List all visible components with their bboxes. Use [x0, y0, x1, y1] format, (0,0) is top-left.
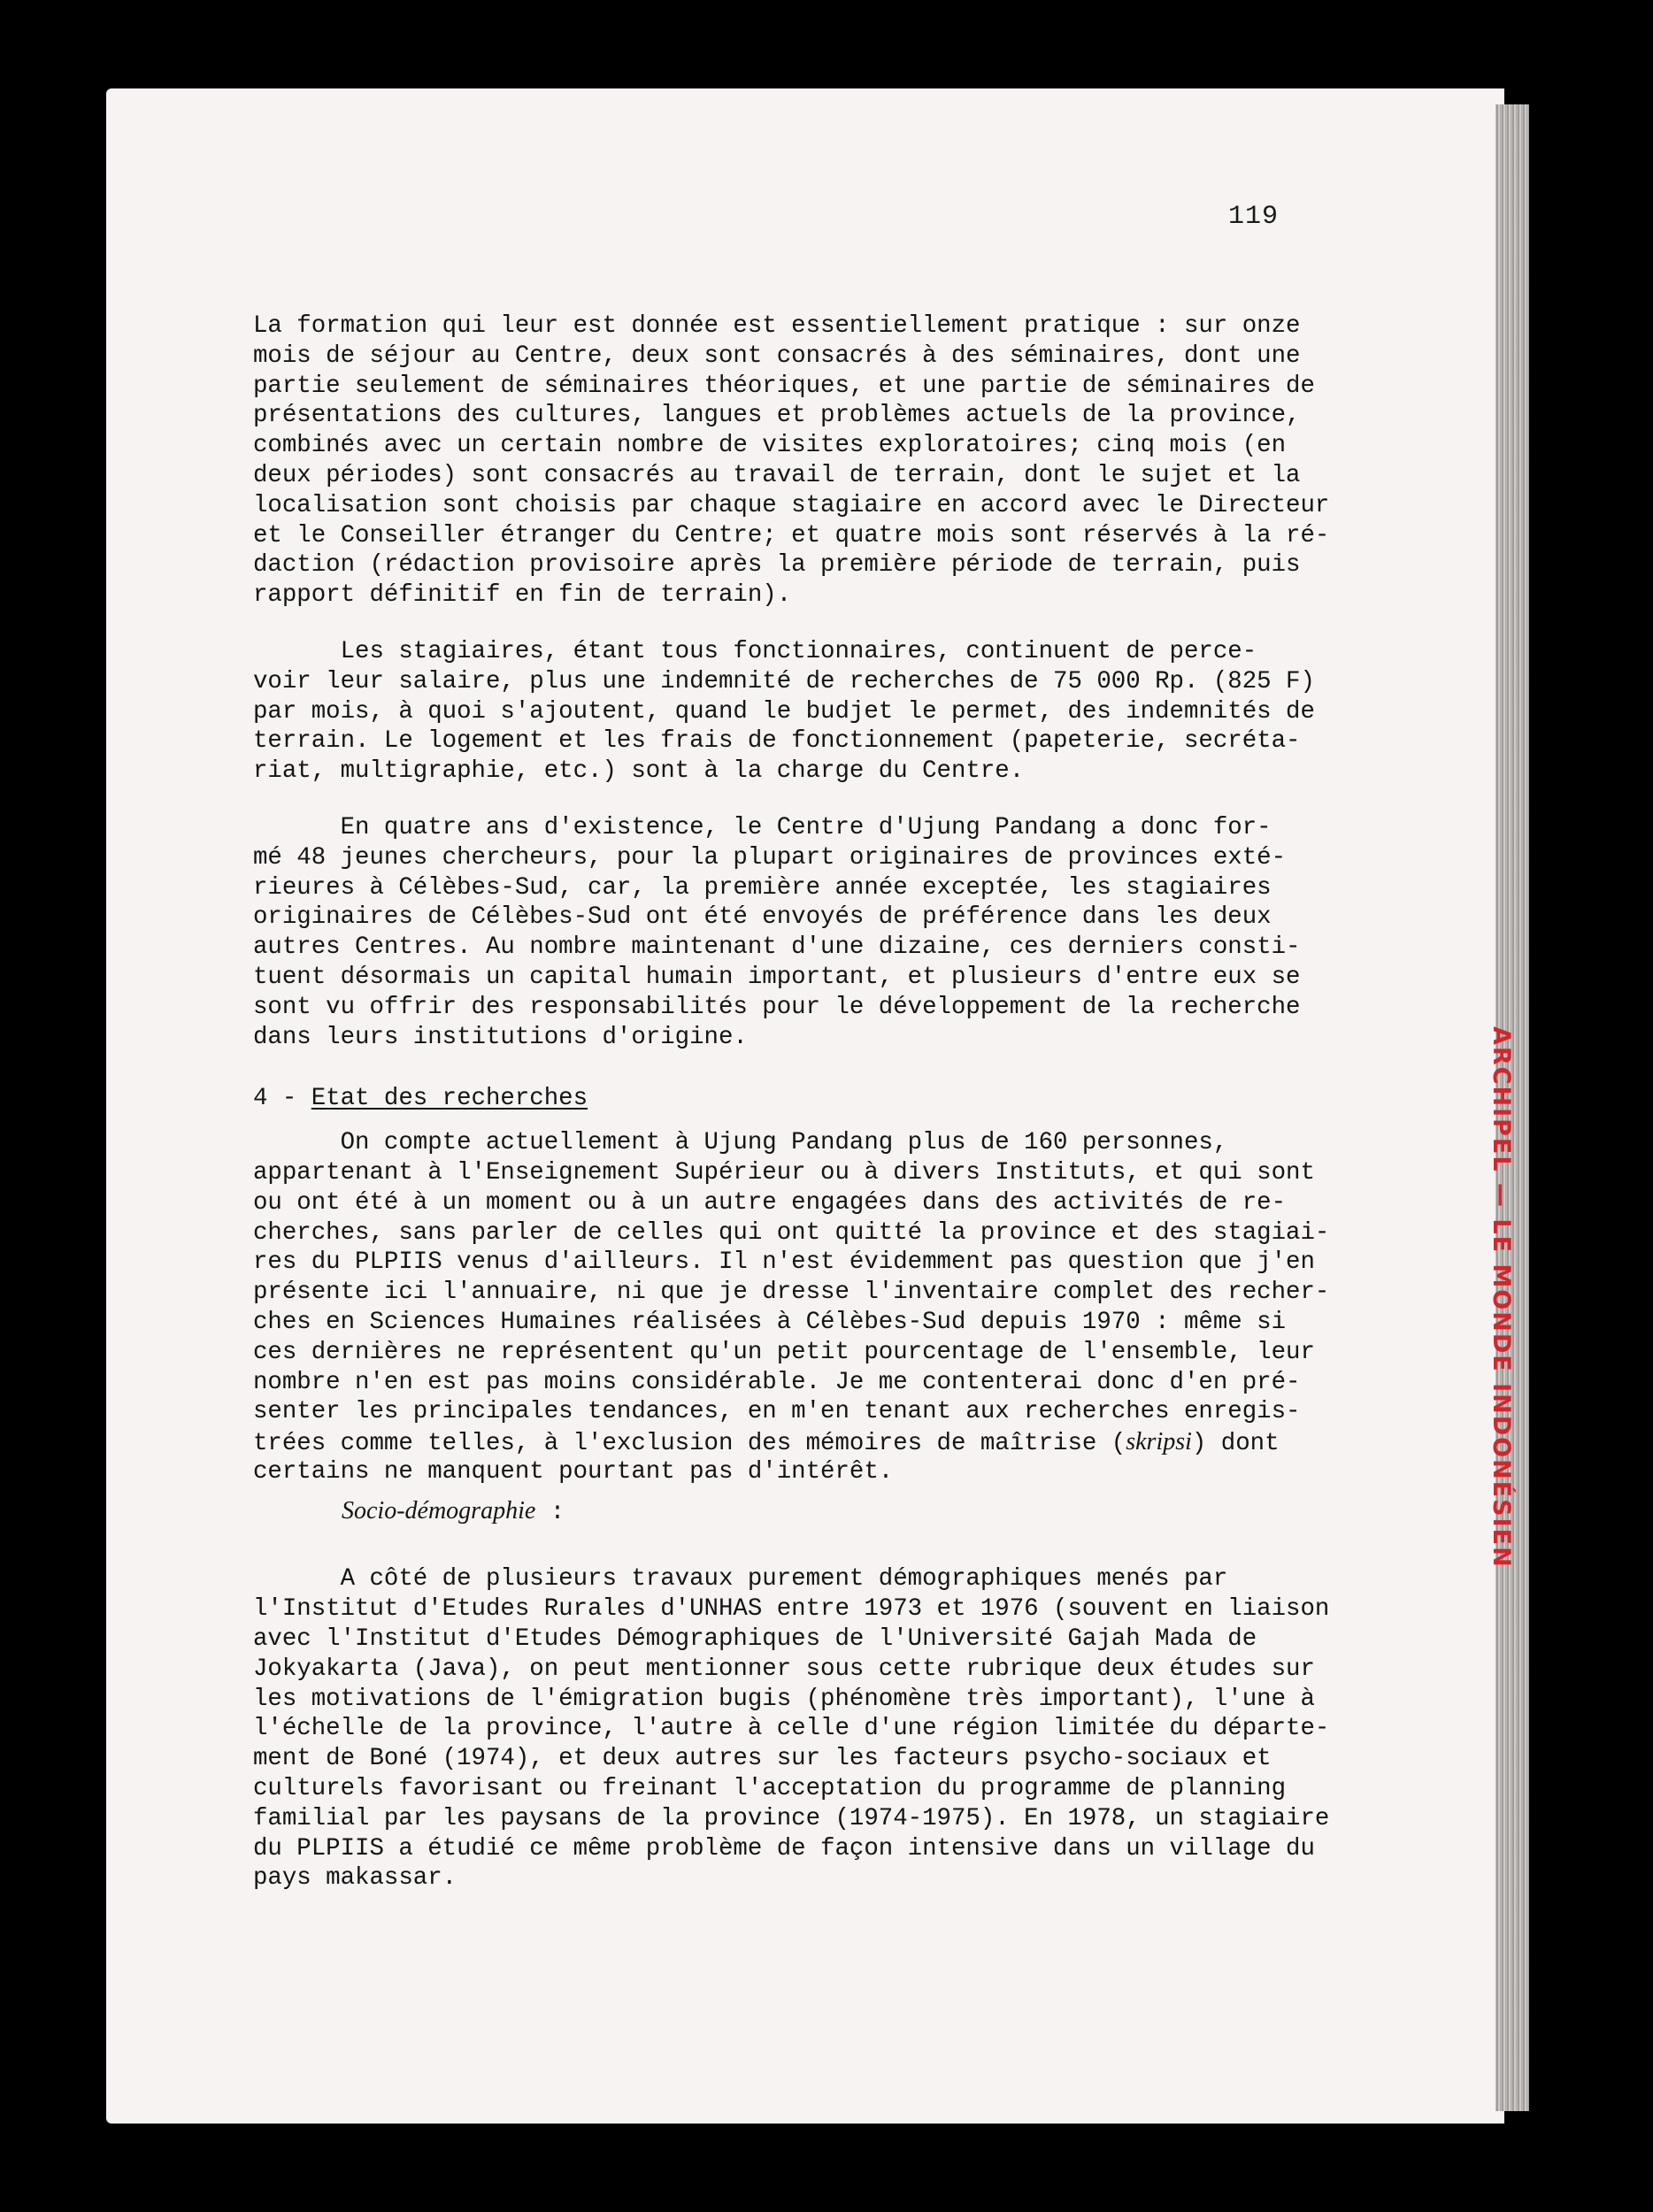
text-line: A côté de plusieurs travaux purement démographiques menés par — [253, 1565, 1228, 1594]
paragraph-gap — [253, 1114, 1386, 1128]
text-line: avec l'Institut d'Etudes Démographiques de l'Université Gajah Mada de — [253, 1625, 1257, 1654]
text-line: partie seulement de séminaires théoriques, et une partie de séminaires de — [253, 372, 1315, 400]
subheading-suffix: : — [535, 1498, 565, 1526]
paragraph-gap — [253, 787, 1386, 813]
text-line: par mois, à quoi s'ajoutent, quand le budjet le permet, des indemnités de — [253, 697, 1315, 726]
paragraph-graduates — [253, 813, 1386, 1052]
text-line: et le Conseiller étranger du Centre; et quatre mois sont réservés à la ré- — [253, 521, 1330, 549]
paragraph-demography — [253, 1564, 1386, 1893]
subheading-label: Socio-démographie — [342, 1496, 536, 1525]
text-line: les motivations de l'émigration bugis (phénomène très important), l'une à — [253, 1685, 1315, 1713]
text-line: tuent désormais un capital humain important, et plusieurs d'entre eux se — [253, 963, 1301, 991]
text-line: senter les principales tendances, en m'en tenant aux recherches enregis- — [253, 1398, 1301, 1426]
text-line: l'Institut d'Etudes Rurales d'UNHAS entre 1973 et 1976 (souvent en liaison — [253, 1595, 1330, 1624]
text-line: La formation qui leur est donnée est essentiellement pratique : sur onze — [253, 312, 1301, 340]
text-line: certains ne manquent pourtant pas d'intérêt. — [253, 1457, 894, 1486]
section-number: 4 - — [253, 1085, 311, 1113]
text-line: pays makassar. — [253, 1864, 457, 1893]
text-line: mois de séjour au Centre, deux sont consacrés à des séminaires, dont une — [253, 342, 1301, 370]
text-line: autres Centres. Au nombre maintenant d'une dizaine, ces derniers consti- — [253, 933, 1301, 962]
paragraph-gap — [253, 1525, 1386, 1564]
text-line: deux périodes) sont consacrés au travail de terrain, dont le sujet et la — [253, 461, 1301, 489]
text-line: ment de Boné (1974), et deux autres sur les facteurs psycho-sociaux et — [253, 1745, 1272, 1773]
paragraph-gap — [253, 1487, 1386, 1496]
text-line: appartenant à l'Enseignement Supérieur ou à divers Instituts, et qui sont — [253, 1158, 1315, 1187]
text-line: familial par les paysans de la province (1974-1975). En 1978, un stagiaire — [253, 1804, 1330, 1832]
text-segment: trées comme telles, à l'exclusion des mémoires de maîtrise ( — [253, 1430, 1126, 1458]
subheading — [253, 1496, 1386, 1526]
text-line: l'échelle de la province, l'autre à celle d'une région limitée du départe- — [253, 1715, 1330, 1743]
text-line: localisation sont choisis par chaque stagiaire en accord avec le Directeur — [253, 491, 1330, 519]
text-line: originaires de Célèbes-Sud ont été envoyés de préférence dans les deux — [253, 903, 1272, 932]
text-line — [253, 1427, 1386, 1457]
text-line: rapport définitif en fin de terrain). — [253, 581, 792, 610]
text-line: nombre n'en est pas moins considérable. Je me contenterai donc d'en pré- — [253, 1368, 1301, 1396]
text-line: riat, multigraphie, etc.) sont à la charge du Centre. — [253, 757, 1025, 786]
paragraph-research-state — [253, 1128, 1386, 1487]
text-line: terrain. Le logement et les frais de fonctionnement (papeterie, secréta- — [253, 727, 1301, 756]
section-heading — [253, 1084, 1386, 1114]
text-line: Jokyakarta (Java), on peut mentionner sous cette rubrique deux études sur — [253, 1655, 1315, 1683]
paragraph-stipend — [253, 637, 1386, 787]
text-line: présente ici l'annuaire, ni que je dresse l'inventaire complet des recher- — [253, 1279, 1330, 1307]
text-line: rieures à Célèbes-Sud, car, la première année exceptée, les stagiaires — [253, 873, 1272, 902]
paragraph-training — [253, 311, 1386, 611]
text-line: Les stagiaires, étant tous fonctionnaires, continuent de perce- — [253, 637, 1257, 665]
text-line: voir leur salaire, plus une indemnité de recherches de 75 000 Rp. (825 F) — [253, 667, 1315, 695]
text-line: combinés avec un certain nombre de visites exploratoires; cinq mois (en — [253, 432, 1287, 460]
text-line: culturels favorisant ou freinant l'acceptation du programme de planning — [253, 1775, 1287, 1803]
paragraph-gap — [253, 611, 1386, 637]
text-line: présentations des cultures, langues et problèmes actuels de la province, — [253, 402, 1301, 430]
text-line: En quatre ans d'existence, le Centre d'Ujung Pandang a donc for- — [253, 813, 1272, 841]
text-line: On compte actuellement à Ujung Pandang plus de 160 personnes, — [253, 1129, 1228, 1157]
text-line: ces dernières ne représentent qu'un petit pourcentage de l'ensemble, leur — [253, 1338, 1315, 1366]
text-line: daction (rédaction provisoire après la première période de terrain, puis — [253, 551, 1301, 580]
text-line: du PLPIIS a étudié ce même problème de façon intensive dans un village du — [253, 1834, 1315, 1863]
library-stamp: ARCHIPEL — LE MONDE INDONÉSIEN — [1488, 1026, 1515, 1569]
text-line: res du PLPIIS venus d'ailleurs. Il n'est évidemment pas question que j'en — [253, 1248, 1315, 1277]
text-line: ches en Sciences Humaines réalisées à Célèbes-Sud depuis 1970 : même si — [253, 1308, 1287, 1336]
text-line: sont vu offrir des responsabilités pour le développement de la recherche — [253, 993, 1301, 1021]
text-line: mé 48 jeunes chercheurs, pour la plupart originaires de provinces exté- — [253, 843, 1287, 872]
italic-term: skripsi — [1126, 1428, 1192, 1456]
page-number: 119 — [1228, 202, 1280, 232]
text-segment: ) dont — [1191, 1430, 1280, 1458]
text-line: cherches, sans parler de celles qui ont quitté la province et des stagiai- — [253, 1218, 1330, 1247]
text-line: dans leurs institutions d'origine. — [253, 1023, 748, 1051]
body-text — [253, 311, 1386, 1893]
section-title: Etat des recherches — [311, 1085, 588, 1113]
text-line: ou ont été à un moment ou à un autre engagées dans des activités de re- — [253, 1188, 1287, 1217]
paragraph-gap — [253, 1052, 1386, 1084]
